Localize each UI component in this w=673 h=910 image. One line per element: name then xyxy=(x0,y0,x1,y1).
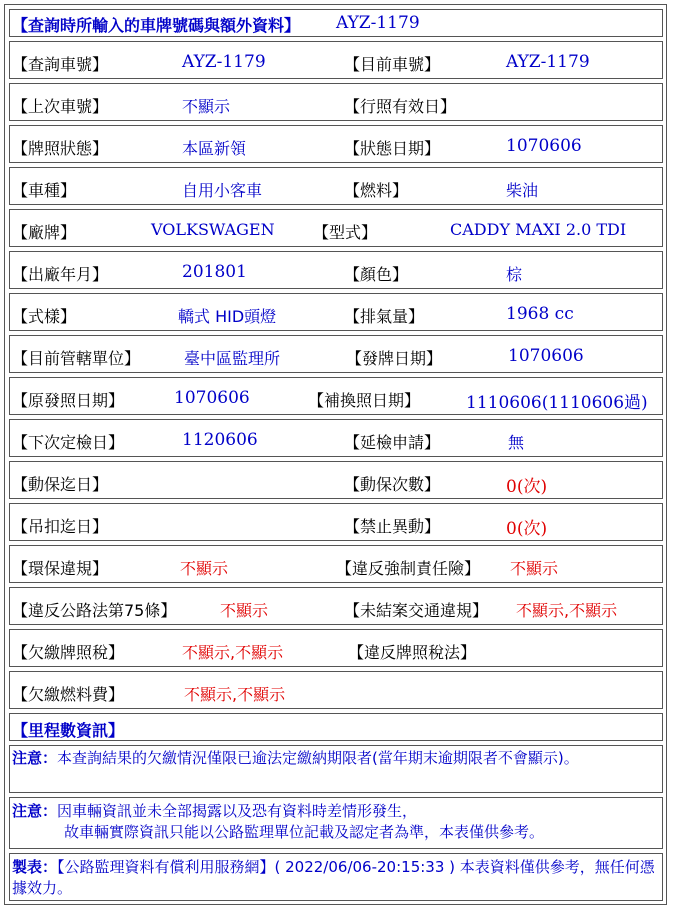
value: VOLKSWAGEN xyxy=(151,220,275,239)
mileage-row xyxy=(9,713,663,741)
row-last-plate xyxy=(9,83,663,121)
label: 【型式】 xyxy=(313,223,378,242)
value: 柴油 xyxy=(506,181,539,200)
footer-note xyxy=(9,853,663,901)
value: 不顯示,不顯示 xyxy=(182,643,284,662)
label: 【違反公路法第75條】 xyxy=(12,601,177,620)
note-1-text xyxy=(12,748,657,769)
label: 【禁止異動】 xyxy=(344,517,441,536)
value: 0(次) xyxy=(506,519,548,539)
value: 1070606 xyxy=(174,388,250,408)
label: 【牌照狀態】 xyxy=(12,139,109,158)
label: 【延檢申請】 xyxy=(344,433,441,452)
label: 【行照有效日】 xyxy=(344,97,457,116)
value: 1070606 xyxy=(508,346,584,366)
value: 無 xyxy=(508,433,525,452)
row-query-plate xyxy=(9,41,663,79)
value: 臺中區監理所 xyxy=(184,349,281,368)
label: 【排氣量】 xyxy=(344,307,425,326)
mileage-heading: 【里程數資訊】 xyxy=(12,721,125,740)
value: 自用小客車 xyxy=(182,181,263,200)
label: 【目前管轄單位】 xyxy=(12,349,141,368)
label: 【上次車號】 xyxy=(12,97,109,116)
label: 【燃料】 xyxy=(344,181,409,200)
row-plate-status xyxy=(9,125,663,163)
label: 【出廠年月】 xyxy=(12,265,109,284)
note-2-text xyxy=(12,801,657,843)
footer-text xyxy=(12,857,657,899)
value: 轎式 HID頭燈 xyxy=(178,307,277,326)
footer-label: 製表： xyxy=(12,858,58,876)
note-1-body: 本查詢結果的欠繳情況僅限已逾法定繳納期限者(當年期末逾期限者不會顯示)。 xyxy=(57,749,579,767)
label: 【目前車號】 xyxy=(344,55,441,74)
label: 【吊扣迄日】 xyxy=(12,517,109,536)
label: 【車種】 xyxy=(12,181,77,200)
label: 【下次定檢日】 xyxy=(12,433,125,452)
label: 【狀態日期】 xyxy=(344,139,441,158)
value: 1070606 xyxy=(506,136,582,156)
label: 【動保迄日】 xyxy=(12,475,109,494)
note-1 xyxy=(9,745,663,793)
value: 不顯示,不顯示 xyxy=(516,601,618,620)
row-license-tax xyxy=(9,629,663,667)
value: 不顯示 xyxy=(510,559,559,578)
note-2 xyxy=(9,797,663,849)
value: 0(次) xyxy=(506,477,548,497)
label: 【欠繳牌照稅】 xyxy=(12,643,125,662)
label: 【顏色】 xyxy=(344,265,409,284)
title-row xyxy=(9,9,663,37)
row-manufacture xyxy=(9,251,663,289)
note-1-label: 注意： xyxy=(12,749,58,767)
label: 【廠牌】 xyxy=(12,223,77,242)
row-lien-expiry xyxy=(9,461,663,499)
label: 【動保次數】 xyxy=(344,475,441,494)
label: 【環保違規】 xyxy=(12,559,109,578)
label: 【查詢車號】 xyxy=(12,55,109,74)
row-fuel-fee xyxy=(9,671,663,709)
label: 【發牌日期】 xyxy=(346,349,443,368)
row-environmental xyxy=(9,545,663,583)
footer-body: 【公路監理資料有償利用服務網】( 2022/06/06-20:15:33 ) 本表資料僅供參考，無任何憑據效力。 xyxy=(12,858,655,897)
value: AYZ-1179 xyxy=(182,52,266,72)
value: 1110606(1110606過) xyxy=(466,393,648,413)
value: 本區新領 xyxy=(182,139,247,158)
row-next-inspection xyxy=(9,419,663,457)
row-suspension-expiry xyxy=(9,503,663,541)
note-2-line2: 故車輛實際資訊只能以公路監理單位記載及認定者為準，本表僅供參考。 xyxy=(64,823,545,841)
value: 不顯示 xyxy=(220,601,269,620)
title-label: 【查詢時所輸入的車牌號碼與額外資料】 xyxy=(12,16,301,35)
value: CADDY MAXI 2.0 TDI xyxy=(450,220,627,239)
row-highway-law xyxy=(9,587,663,625)
label: 【違反牌照稅法】 xyxy=(348,643,477,662)
label: 【欠繳燃料費】 xyxy=(12,685,125,704)
label: 【未結案交通違規】 xyxy=(344,601,489,620)
value: 不顯示,不顯示 xyxy=(184,685,286,704)
title-plate: AYZ-1179 xyxy=(336,13,420,33)
value: 1968 cc xyxy=(506,304,574,324)
row-brand xyxy=(9,209,663,247)
row-vehicle-type xyxy=(9,167,663,205)
row-original-issue xyxy=(9,377,663,415)
value: 1120606 xyxy=(182,430,258,450)
row-jurisdiction xyxy=(9,335,663,373)
note-2-label: 注意： xyxy=(12,802,58,820)
value: AYZ-1179 xyxy=(506,52,590,72)
label: 【違反強制責任險】 xyxy=(336,559,481,578)
label: 【原發照日期】 xyxy=(12,391,125,410)
row-style xyxy=(9,293,663,331)
value: 棕 xyxy=(506,265,523,284)
label: 【式樣】 xyxy=(12,307,77,326)
value: 不顯示 xyxy=(180,559,229,578)
note-2-line1: 因車輛資訊並未全部揭露以及恐有資料時差情形發生， xyxy=(57,802,418,820)
report-frame xyxy=(4,4,667,905)
label: 【補換照日期】 xyxy=(308,391,421,410)
value: 不顯示 xyxy=(182,97,231,116)
value: 201801 xyxy=(182,262,247,282)
